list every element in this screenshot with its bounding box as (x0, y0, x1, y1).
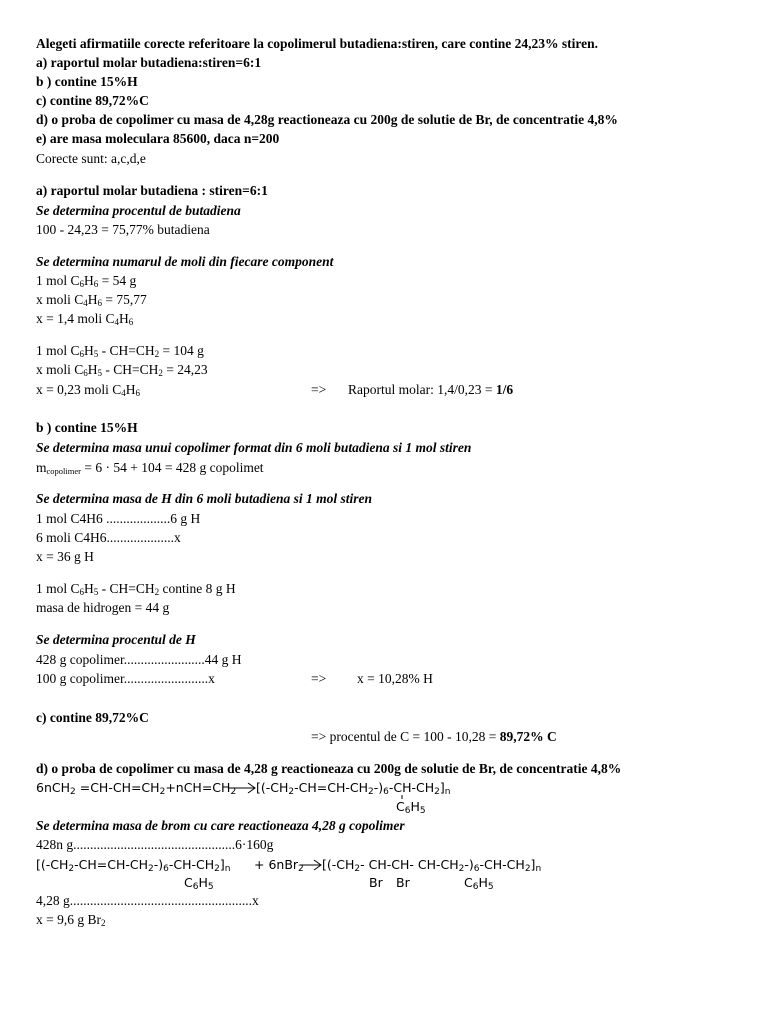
butadiene-percent: 100 - 24,23 = 75,77% butadiena (36, 222, 210, 237)
option-a: a) raportul molar butadiena:stiren=6:1 (36, 55, 262, 70)
option-e: e) are masa moleculara 85600, daca n=200 (36, 131, 280, 146)
h-in-c4h6: 1 mol C4H6 ...................6 g H (36, 511, 201, 526)
x-result-styrene: x = 0,23 moli $C_4H_6$ (36, 382, 140, 398)
bromine-result: x = 9,6 g $Br_2$ (36, 912, 106, 928)
question-title: Alegeti afirmatiile corecte referitoare la copolimerul butadiena:stiren, care contine 24,23% stiren. (36, 36, 598, 51)
reaction-1-phenyl: $C_6H_5$ (396, 799, 426, 816)
h-per-100: 100 g copolimer.........................x (36, 671, 215, 686)
section-a-subheading-2: Se determina numarul de moli din fiecare component (36, 254, 334, 269)
hydrogen-mass: masa de hidrogen = 44 g (36, 600, 170, 615)
section-b-heading: b ) contine 15%H (36, 420, 138, 435)
c-percent-result: => procentul de C = 100 - 10,28 = 89,72% C (311, 729, 557, 744)
mol-c4h6-mass: 1 mol $C_6H_6 = 54$ g (36, 273, 137, 289)
x-result-c4h6: x = 1,4 moli $C_4H_6$ (36, 311, 134, 327)
x-moli-styrene: x moli $C_6H_5 - CH=CH_2 = 24,23$ (36, 362, 208, 378)
section-b-subheading-3: Se determina procentul de H (36, 632, 196, 647)
mol-styrene-mass: 1 mol $C_6H_5 - CH=CH_2 = 104$ g (36, 343, 204, 359)
reaction-2-bromine: + 6nBr$_2$ (254, 857, 304, 874)
h-per-428: 428 g copolimer........................44 g H (36, 652, 242, 667)
reaction-2-product-phenyl: $C_6H_5$ (464, 875, 494, 892)
section-d-subheading: Se determina masa de brom cu care reactioneaza 4,28 g copolimer (36, 818, 405, 833)
h-result-36: x = 36 g H (36, 549, 94, 564)
section-a-subheading-1: Se determina procentul de butadiena (36, 203, 241, 218)
section-b-subheading-1: Se determina masa unui copolimer format din 6 moli butadiena si 1 mol stiren (36, 440, 472, 455)
option-b: b ) contine 15%H (36, 74, 138, 89)
reaction-2-reactant: $[(-CH_2-CH=CH-CH_2-)_6-CH-CH_2]_n$ (36, 857, 231, 874)
section-b-subheading-2: Se determina masa de H din 6 moli butadiena si 1 mol stiren (36, 491, 373, 506)
reaction-2-reactant-phenyl: $C_6H_5$ (184, 875, 214, 892)
option-d: d) o proba de copolimer cu masa de 4,28g reactioneaza cu 200g de solutie de Br, de concentratie 4,8% (36, 112, 618, 127)
reaction-1-product: $[(-CH_2-CH=CH-CH_2-)_6-CH-CH_2]_n$ (256, 780, 451, 797)
section-a-heading: a) raportul molar butadiena : stiren=6:1 (36, 183, 268, 198)
arrow-implies-1: => (311, 382, 327, 397)
h-percent-result: x = 10,28% H (357, 671, 433, 686)
reaction-2-product: [($-CH_2-$ CH-CH- $CH-CH_2-)_6-CH-CH_2]_n$ (322, 857, 542, 874)
bromo-substituent-2: Br (396, 875, 410, 890)
reaction-2-arrow (300, 858, 324, 872)
section-d-heading: d) o proba de copolimer cu masa de 4,28 g reactioneaza cu 200g de solutie de Br, de concentratie 4,8% (36, 761, 622, 776)
reaction-1-bonds (256, 783, 466, 797)
bromine-sample-line: 4,28 g......................................................x (36, 893, 259, 908)
x-moli-c4h6: x moli $C_4H_6 = 75,77$ (36, 292, 147, 308)
section-c-heading: c) contine 89,72%C (36, 710, 149, 725)
reaction-1-reactants: $6nCH_2 =CH-CH=CH_2+nCH=CH_2$ (36, 780, 237, 797)
h-in-6-moli: 6 moli C4H6....................x (36, 530, 181, 545)
h-in-styrene: 1 mol $C_6H_5 - CH=CH_2$ contine 8 g H (36, 581, 236, 597)
bromine-ratio-line: 428n g................................................6·160g (36, 837, 274, 852)
option-c: c) contine 89,72%C (36, 93, 149, 108)
correct-answer: Corecte sunt: a,c,d,e (36, 151, 146, 166)
molar-ratio-result: Raportul molar: 1,4/0,23 = 1/6 (348, 382, 514, 397)
reaction-1-arrow (228, 781, 258, 795)
copolymer-mass: mcopolimer = 6 · 54 + 104 = 428 g copolimet (36, 460, 264, 476)
arrow-implies-2: => (311, 671, 327, 686)
bromo-substituent-1: Br (369, 875, 383, 890)
